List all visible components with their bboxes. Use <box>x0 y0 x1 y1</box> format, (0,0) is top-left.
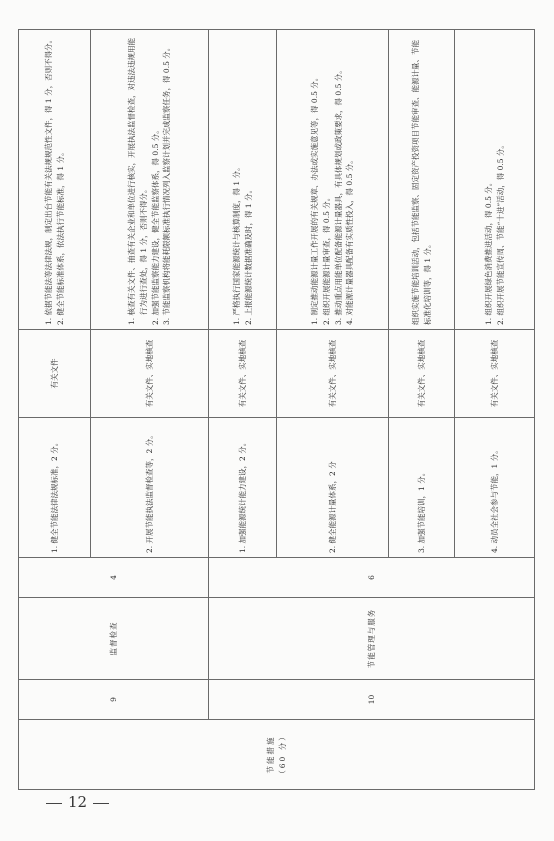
content-cell: 1. 健全节能法律法规标准，2 分。 <box>19 418 91 558</box>
content-cell: 1. 加强能源统计能力建设，2 分。 <box>209 418 277 558</box>
standard-cell <box>209 30 277 330</box>
method-cell: 有关文件、实地核查 <box>389 330 455 418</box>
standard-line: 1. 核查有关文件、抽查有关企业和单位进行核实，开展执法监督检查，对违法违规用能行为进行查处，得 1 分，否则不得分。 <box>127 37 148 325</box>
evaluation-table <box>18 29 535 790</box>
item-name: 监督检查 <box>19 598 209 680</box>
item-name: 节能管理与服务 <box>209 598 535 680</box>
standard-line: 4. 对能源计量器具配备有实质性投入，得 0.5 分。 <box>345 156 355 325</box>
item-score: 6 <box>209 558 535 598</box>
category-cell <box>19 720 535 790</box>
method-cell: 有关文件、实地核查 <box>209 330 277 418</box>
standard-cell <box>277 30 389 330</box>
standard-line: 2. 组织开展能源计量审查，得 0.5 分。 <box>321 193 331 325</box>
method-cell: 有关文件 <box>19 330 91 418</box>
standard-cell <box>389 30 455 330</box>
standard-cell <box>455 30 535 330</box>
content-cell: 2. 开展节能执法监督检查等，2 分。 <box>91 418 209 558</box>
item-score: 4 <box>19 558 209 598</box>
content-cell: 2. 健全能源计量体系，2 分 <box>277 418 389 558</box>
rotated-table-wrapper <box>18 30 534 790</box>
standard-line: 3. 节能监察机构将能耗限额标准执行情况列入监察计划并完成监察任务，得 0.5 分。 <box>162 43 172 325</box>
standard-line: 2. 组织开展节能宣传周、节能“十进”活动，得 0.5 分。 <box>495 141 505 325</box>
standard-line: 组织实施节能培训活动，包括节能监察、固定资产投资项目节能审查、能源计量、节能标准化培训等，得 1 分。 <box>410 40 432 325</box>
category-name: 节能措施 <box>265 735 275 774</box>
standard-cell <box>91 30 209 330</box>
method-cell: 有关文件、实地核查 <box>277 330 389 418</box>
standard-cell <box>19 30 91 330</box>
standard-line: 2. 上报能源统计数据准确及时，得 1 分。 <box>243 185 253 325</box>
page-number <box>40 793 115 811</box>
method-cell: 有关文件、实地核查 <box>455 330 535 418</box>
table-row <box>19 30 91 790</box>
content-cell: 4. 动员全社会参与节能，1 分。 <box>455 418 535 558</box>
table-row <box>209 30 277 790</box>
row-number: 10 <box>209 680 535 720</box>
method-cell: 有关文件、实地核查 <box>91 330 209 418</box>
dash-right <box>93 803 109 804</box>
dash-left <box>46 803 62 804</box>
row-number: 9 <box>19 680 209 720</box>
standard-line: 1. 依据节能法等法律法规，制定出台节能有关法规规范性文件，得 1 分，否则不得分。 <box>43 35 53 325</box>
standard-line: 3. 推动重点用能单位配备能源计量器具，有具体规划或政策要求，得 0.5 分。 <box>333 66 343 325</box>
standard-line: 2. 健全节能标准体系，依法执行节能标准，得 1 分。 <box>55 148 65 325</box>
standard-line: 1. 制定推动能源计量工作开展的有关规章、办法或实施意见等，得 0.5 分。 <box>310 73 320 325</box>
content-cell: 3. 加强节能培训，1 分。 <box>389 418 455 558</box>
category-score: （60 分） <box>277 731 287 778</box>
standard-line: 2. 加强节能监察能力建设，健全节能监察体系，得 0.5 分。 <box>150 126 160 325</box>
standard-line: 1. 组织开展绿色消费推进活动，得 0.5 分。 <box>483 178 493 325</box>
page-number-text: 12 <box>68 793 88 811</box>
standard-line: 1. 严格执行国家能源统计与核算制度，得 1 分。 <box>231 163 241 325</box>
